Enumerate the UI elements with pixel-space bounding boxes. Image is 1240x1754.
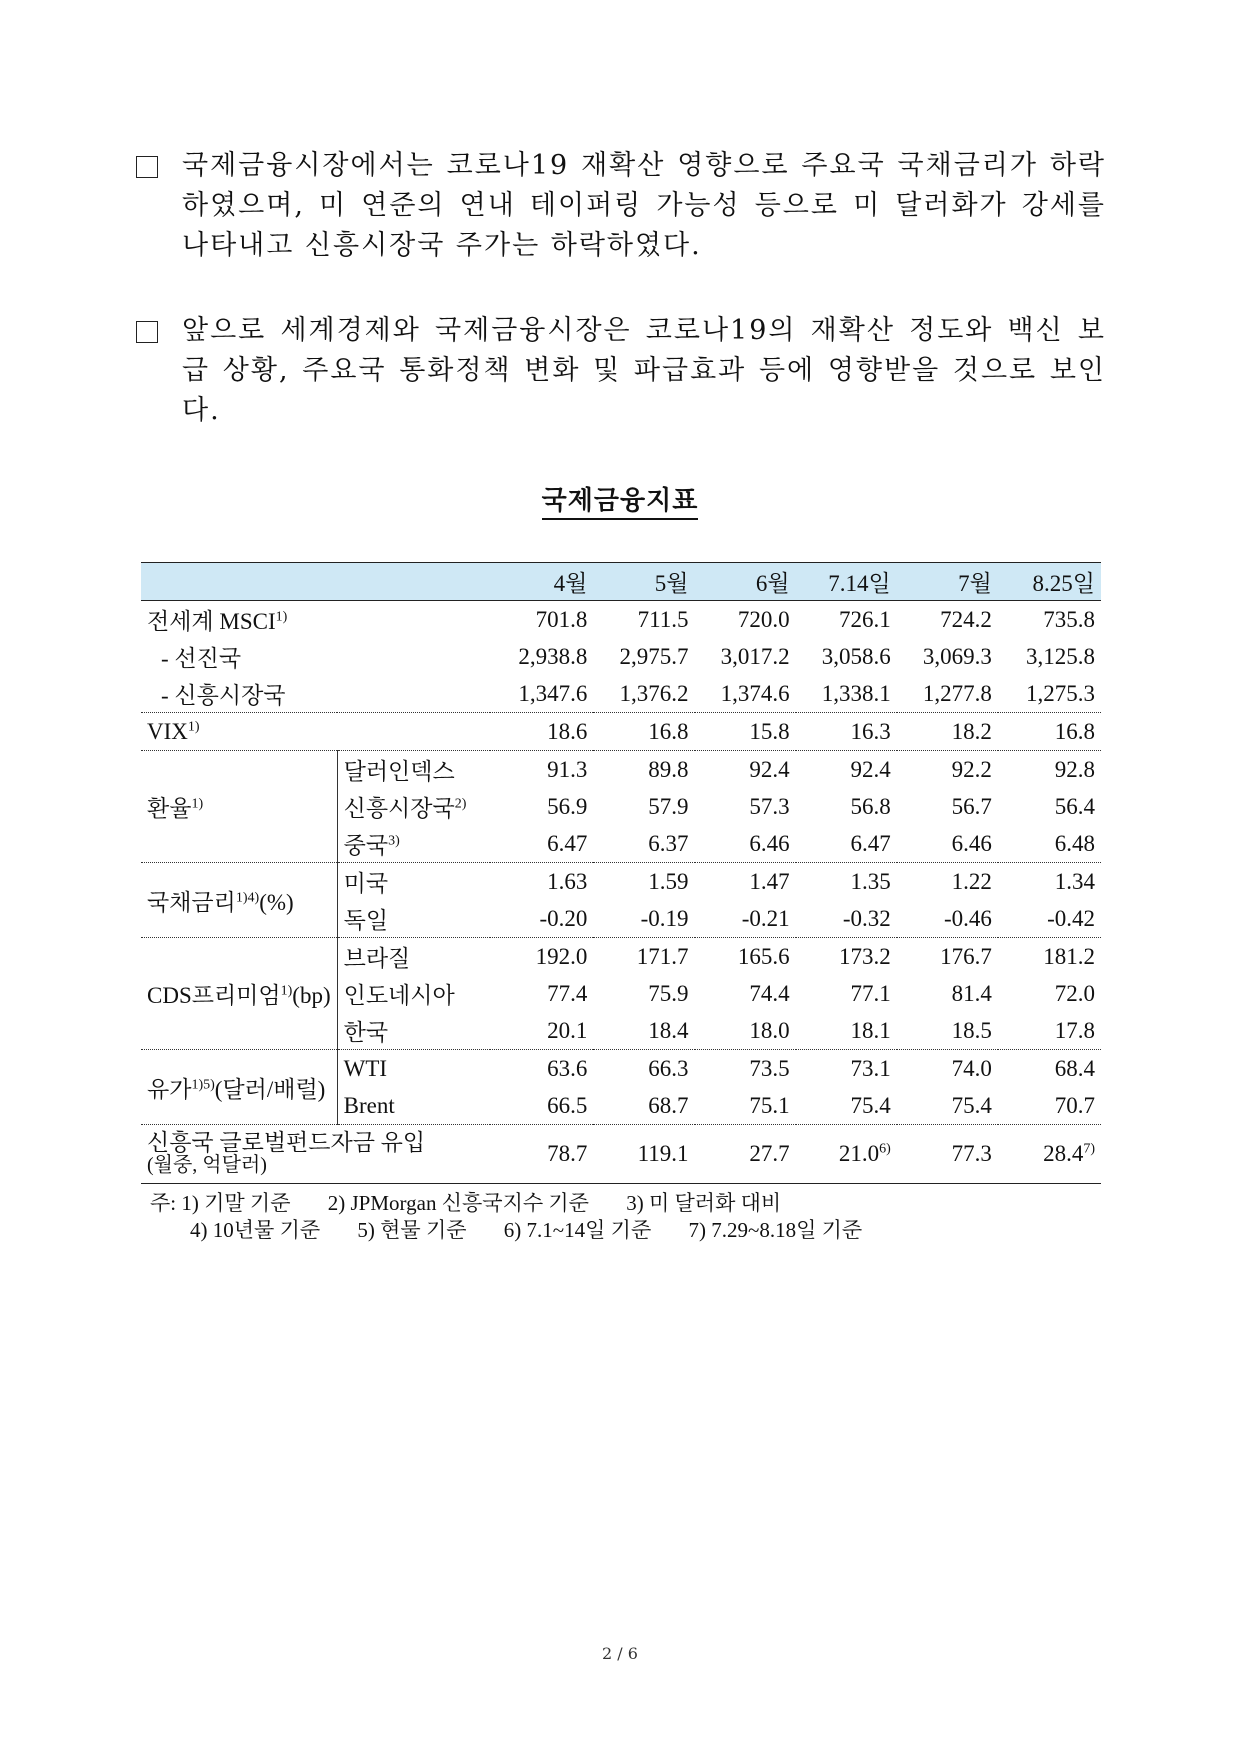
table-cell: 20.1 xyxy=(490,1012,593,1050)
table-cell: 6.46 xyxy=(897,825,998,863)
table-cell: 6.48 xyxy=(998,825,1101,863)
table-row xyxy=(141,1125,1101,1184)
table-cell: 711.5 xyxy=(637,606,689,632)
table-cell: 89.8 xyxy=(648,756,689,782)
footnote: 5) 현물 기준 xyxy=(357,1218,467,1242)
table-cell: 74.4 xyxy=(749,980,790,1006)
table-cell: 27.7 xyxy=(695,1125,796,1184)
table-cell: 78.7 xyxy=(490,1125,593,1184)
table-cell: 21.0$^{6)}$ xyxy=(796,1125,897,1184)
page-number: 2 / 6 xyxy=(602,1644,638,1663)
table-cell: 6.47 xyxy=(796,825,897,863)
table-cell: 77.4 xyxy=(547,980,588,1006)
table-cell: 73.1 xyxy=(850,1055,891,1081)
table-cell: 57.3 xyxy=(749,793,790,819)
table-cell: 16.8 xyxy=(998,713,1101,751)
table-cell: 2,975.7 xyxy=(619,643,689,669)
table-cell: 68.7 xyxy=(593,1087,694,1125)
group-label-bond: 국채금리$^{1)4)}$(%) xyxy=(141,863,337,938)
footnote: 2) JPMorgan 신흥국지수 기준 xyxy=(327,1191,589,1215)
table-cell: 1,374.6 xyxy=(695,675,796,713)
table-cell: 726.1 xyxy=(839,606,891,632)
table-cell: 6.37 xyxy=(593,825,694,863)
row-label: 전세계 MSCI$^{1)}$ xyxy=(147,609,288,634)
table-cell: 75.9 xyxy=(648,980,689,1006)
column-header: 6월 xyxy=(695,563,796,601)
table-cell: 92.4 xyxy=(850,756,891,782)
table-cell: -0.46 xyxy=(897,900,998,938)
footnote: 4) 10년물 기준 xyxy=(190,1218,321,1242)
table-cell: 701.8 xyxy=(535,606,588,632)
table-cell: 1,338.1 xyxy=(796,675,897,713)
footnotes xyxy=(150,1190,894,1244)
table-cell: 28.4$^{7)}$ xyxy=(998,1125,1101,1184)
table-cell: 75.1 xyxy=(695,1087,796,1125)
footnote-marker: 7) xyxy=(1083,1141,1095,1157)
footnote-marker: 1) xyxy=(280,983,293,999)
table-cell: 77.1 xyxy=(850,980,891,1006)
table-cell: 1,347.6 xyxy=(490,675,593,713)
table-cell: 1,376.2 xyxy=(593,675,694,713)
table-cell: 6.47 xyxy=(490,825,593,863)
footnote-marker: 2) xyxy=(454,796,467,812)
table-cell: 92.2 xyxy=(951,756,992,782)
table-cell: 720.0 xyxy=(737,606,790,632)
table-cell: 70.7 xyxy=(998,1087,1101,1125)
table-cell: 73.5 xyxy=(749,1055,790,1081)
paragraph-2 xyxy=(136,311,1106,431)
table-cell: 3,058.6 xyxy=(821,643,891,669)
table-cell: 173.2 xyxy=(839,943,891,969)
column-header: 8.25일 xyxy=(998,563,1101,601)
footnote-marker: 1)5) xyxy=(191,1076,215,1092)
table-row xyxy=(141,713,1101,751)
table-cell: 192.0 xyxy=(535,943,588,969)
checkbox-bullet-icon xyxy=(136,156,158,178)
footnote-line-2 xyxy=(150,1217,894,1244)
table-cell: 119.1 xyxy=(593,1125,694,1184)
footnote-line-1 xyxy=(150,1190,894,1217)
table-cell: 63.6 xyxy=(547,1055,588,1081)
table-cell: 1.34 xyxy=(1054,868,1095,894)
table-cell: 1.47 xyxy=(749,868,790,894)
table-cell: 16.8 xyxy=(593,713,694,751)
table-cell: 81.4 xyxy=(951,980,992,1006)
sub-label: 신흥시장국$^{2)}$ xyxy=(337,788,490,825)
fund-label-line: 신흥국 글로벌펀드자금 유입 xyxy=(147,1130,426,1155)
table-row xyxy=(141,638,1101,675)
footnote-marker: 1)4) xyxy=(235,889,260,905)
table-cell: 724.2 xyxy=(940,606,992,632)
table-cell: 16.3 xyxy=(796,713,897,751)
group-label-fx: 환율$^{1)}$ xyxy=(141,751,337,863)
column-header: 5월 xyxy=(593,563,694,601)
footnote: 3) 미 달러화 대비 xyxy=(626,1191,782,1215)
table-cell: 2,938.8 xyxy=(518,643,588,669)
table-cell: 18.0 xyxy=(695,1012,796,1050)
sub-label: 인도네시아 xyxy=(337,975,490,1012)
column-header: 7월 xyxy=(897,563,998,601)
table-cell: 17.8 xyxy=(998,1012,1101,1050)
footnote-marker: 1) xyxy=(275,609,288,625)
table-cell: 92.4 xyxy=(749,756,790,782)
table-cell: 91.3 xyxy=(547,756,588,782)
table-cell: 1.35 xyxy=(850,868,891,894)
row-label: - 선진국 xyxy=(161,646,242,671)
footnote-marker: 3) xyxy=(388,833,400,849)
table-cell: 176.7 xyxy=(940,943,992,969)
footnote: 7) 7.29~8.18일 기준 xyxy=(688,1218,863,1242)
table-cell: 72.0 xyxy=(1054,980,1095,1006)
row-label xyxy=(141,1125,490,1184)
table-cell: 3,125.8 xyxy=(1026,643,1095,669)
table-cell: 57.9 xyxy=(648,793,689,819)
sub-label: WTI xyxy=(337,1050,490,1088)
sub-label: 달러인덱스 xyxy=(337,751,490,789)
table-cell: -0.32 xyxy=(796,900,897,938)
table-cell: 1,275.3 xyxy=(998,675,1101,713)
table-cell: 56.8 xyxy=(850,793,891,819)
sub-label: 미국 xyxy=(337,863,490,901)
table-cell: 3,069.3 xyxy=(922,643,992,669)
table-cell: 18.1 xyxy=(796,1012,897,1050)
table-cell: 171.7 xyxy=(636,943,689,969)
table-cell: 18.5 xyxy=(897,1012,998,1050)
table-cell: 75.4 xyxy=(897,1087,998,1125)
footnote-marker: 6) xyxy=(879,1141,891,1157)
table-cell: 181.2 xyxy=(1043,943,1095,969)
column-header: 7.14일 xyxy=(796,563,897,601)
table-cell: 1.59 xyxy=(648,868,689,894)
table-row xyxy=(141,675,1101,713)
header-blank xyxy=(141,563,490,601)
footnote: 주: 1) 기말 기준 xyxy=(150,1191,291,1215)
table-cell: -0.42 xyxy=(998,900,1101,938)
table-cell: 56.9 xyxy=(547,793,588,819)
paragraph-1 xyxy=(136,146,1106,266)
table-row xyxy=(141,863,1101,901)
paragraph-text: 국제금융시장에서는 코로나19 재확산 영향으로 주요국 국채금리가 하락하였으며, 미 연준의 연내 테이퍼링 가능성 등으로 미 달러화가 강세를 나타내고 신흥시장국 주가는 하락하였다. xyxy=(182,150,1106,261)
table-cell: 18.4 xyxy=(593,1012,694,1050)
table-cell: 77.3 xyxy=(897,1125,998,1184)
table-cell: 735.8 xyxy=(1043,606,1095,632)
table-cell: 15.8 xyxy=(695,713,796,751)
sub-label: 독일 xyxy=(337,900,490,938)
checkbox-bullet-icon xyxy=(136,321,158,343)
table-cell: -0.20 xyxy=(490,900,593,938)
fund-label-unit: (월중, 억달러) xyxy=(147,1154,267,1176)
sub-label: 브라질 xyxy=(337,938,490,976)
table-cell: 1.22 xyxy=(951,868,992,894)
sub-label: Brent xyxy=(337,1087,490,1125)
table-cell: 6.46 xyxy=(695,825,796,863)
footnote-marker: 1) xyxy=(187,718,200,734)
table-header-row xyxy=(141,563,1101,601)
table-cell: 3,017.2 xyxy=(720,643,790,669)
table-row xyxy=(141,751,1101,789)
column-header: 4월 xyxy=(490,563,593,601)
table-cell: 18.2 xyxy=(897,713,998,751)
sub-label: 중국$^{3)}$ xyxy=(337,825,490,863)
table-cell: 18.6 xyxy=(490,713,593,751)
table-cell: 92.8 xyxy=(1054,756,1095,782)
table-cell: -0.19 xyxy=(593,900,694,938)
table-cell: -0.21 xyxy=(695,900,796,938)
table-row xyxy=(141,601,1101,639)
group-label-cds: CDS프리미엄$^{1)}$(bp) xyxy=(141,938,337,1050)
table-cell: 165.6 xyxy=(737,943,790,969)
table-title: 국제금융지표 xyxy=(0,480,1240,517)
table-cell: 56.7 xyxy=(951,793,992,819)
table-cell: 75.4 xyxy=(796,1087,897,1125)
financial-indicators-table xyxy=(141,562,1101,1184)
row-label: VIX$^{1)}$ xyxy=(141,713,490,751)
footnote: 6) 7.1~14일 기준 xyxy=(503,1218,652,1242)
group-label-oil: 유가$^{1)5)}$(달러/배럴) xyxy=(141,1050,337,1125)
table-row xyxy=(141,1050,1101,1088)
table-cell: 1,277.8 xyxy=(897,675,998,713)
footnote-marker: 1) xyxy=(191,796,204,812)
table-cell: 66.5 xyxy=(490,1087,593,1125)
table-cell: 68.4 xyxy=(1054,1055,1095,1081)
paragraph-text: 앞으로 세계경제와 국제금융시장은 코로나19의 재확산 정도와 백신 보급 상황, 주요국 통화정책 변화 및 파급효과 등에 영향받을 것으로 보인다. xyxy=(182,315,1106,426)
table-cell: 56.4 xyxy=(1054,793,1095,819)
table-cell: 74.0 xyxy=(951,1055,992,1081)
table-cell: 1.63 xyxy=(547,868,588,894)
table-row xyxy=(141,938,1101,976)
table-cell: 66.3 xyxy=(648,1055,689,1081)
sub-label: 한국 xyxy=(337,1012,490,1050)
row-label: - 신흥시장국 xyxy=(141,675,490,713)
